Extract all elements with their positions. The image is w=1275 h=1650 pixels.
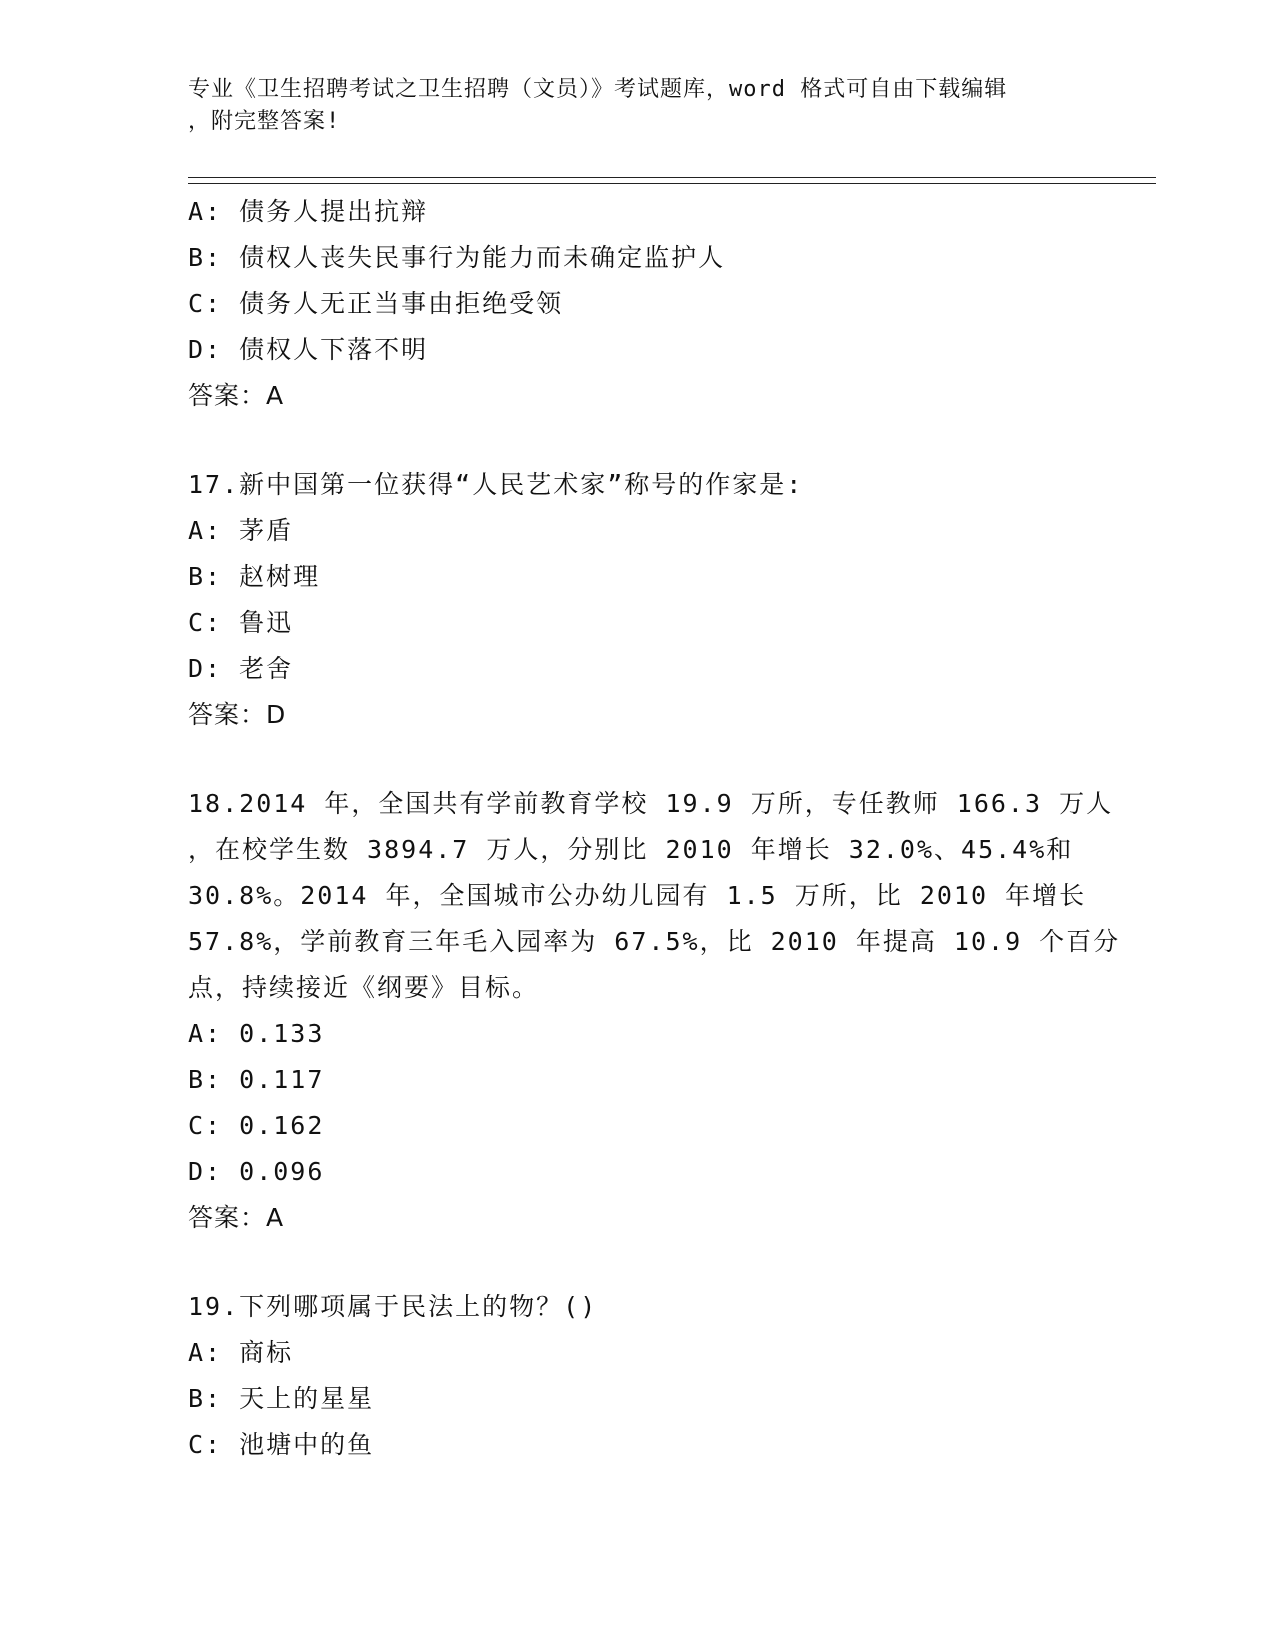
spacer (188, 419, 1068, 462)
answer: 答案：D (188, 700, 287, 729)
option-c: C: 0.162 (188, 1111, 325, 1140)
header-line-2: ，附完整答案! (188, 109, 341, 134)
question-list (188, 189, 1121, 1468)
option-c: C: 债务人无正当事由拒绝受领 (188, 289, 564, 318)
answer: 答案：A (188, 381, 285, 410)
question-17 (188, 462, 1068, 738)
option-c: C: 池塘中的鱼 (188, 1430, 375, 1459)
option-a: A: 商标 (188, 1338, 294, 1367)
option-a: A: 0.133 (188, 1019, 325, 1048)
spacer (188, 738, 1068, 781)
question-18 (188, 781, 1121, 1241)
option-b: B: 赵树理 (188, 562, 321, 591)
question-16 (188, 189, 1068, 419)
question-text: 17.新中国第一位获得“人民艺术家”称号的作家是: (188, 470, 804, 499)
option-a: A: 债务人提出抗辩 (188, 197, 429, 226)
question-text-line-5: 点，持续接近《纲要》目标。 (188, 973, 540, 1002)
question-text: 19.下列哪项属于民法上的物？() (188, 1292, 598, 1321)
option-a: A: 茅盾 (188, 516, 294, 545)
option-d: D: 0.096 (188, 1157, 325, 1186)
option-d: D: 债权人下落不明 (188, 335, 429, 364)
answer: 答案：A (188, 1203, 285, 1232)
question-text-line-2: ，在校学生数 3894.7 万人，分别比 2010 年增长 32.0%、45.4%和 (188, 835, 1074, 864)
option-d: D: 老舍 (188, 654, 294, 683)
question-text-line-4: 57.8%，学前教育三年毛入园率为 67.5%，比 2010 年提高 10.9 个百分 (188, 927, 1121, 956)
header-divider (188, 177, 1156, 184)
spacer (188, 1241, 1068, 1284)
question-19 (188, 1284, 1068, 1468)
option-b: B: 天上的星星 (188, 1384, 375, 1413)
option-c: C: 鲁迅 (188, 608, 294, 637)
question-text-line-3: 30.8%。2014 年，全国城市公办幼儿园有 1.5 万所，比 2010 年增长 (188, 881, 1087, 910)
header-line-1: 专业《卫生招聘考试之卫生招聘（文员）》考试题库，word 格式可自由下载编辑 (188, 77, 1008, 102)
page-header (188, 74, 1068, 138)
option-b: B: 债权人丧失民事行为能力而未确定监护人 (188, 243, 726, 272)
question-text-line-1: 18.2014 年，全国共有学前教育学校 19.9 万所，专任教师 166.3 万人 (188, 789, 1114, 818)
option-b: B: 0.117 (188, 1065, 325, 1094)
